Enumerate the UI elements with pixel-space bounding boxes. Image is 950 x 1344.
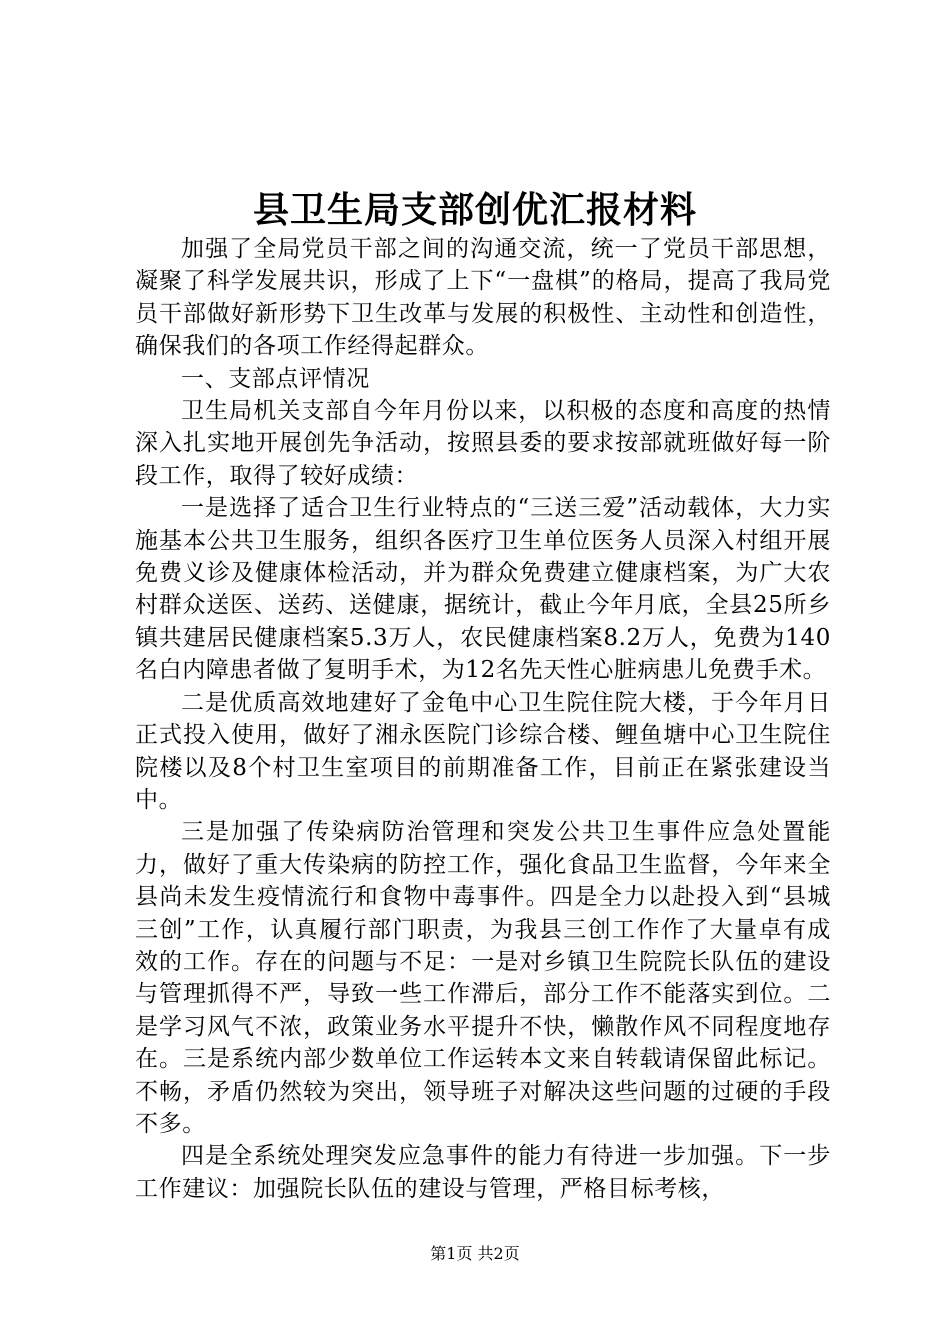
document-body	[135, 233, 831, 1205]
section-heading: 一、支部点评情况	[181, 365, 370, 392]
paragraph-overview: 卫生局机关支部自今年月份以来，以积极的态度和高度的热情深入扎实地开展创先争活动，按照县委的要求按部就班做好每一阶段工作，取得了较好成绩：	[135, 398, 831, 489]
paragraph-intro: 加强了全局党员干部之间的沟通交流，统一了党员干部思想，凝聚了科学发展共识，形成了上下“一盘棋”的格局，提高了我局党员干部做好新形势下卫生改革与发展的积极性、主动性和创造性，确保我们的各项工作经得起群众。	[135, 236, 831, 360]
page-number-footer: 第1页 共2页	[430, 1244, 520, 1263]
document-title: 县卫生局支部创优汇报材料	[252, 189, 697, 231]
paragraph-item-two: 二是优质高效地建好了金龟中心卫生院住院大楼，于今年月日正式投入使用，做好了湘永医院门诊综合楼、鲤鱼塘中心卫生院住院楼以及8个村卫生室项目的前期准备工作，目前正在紧张建设当中。	[135, 689, 831, 813]
paragraph-item-one: 一是选择了适合卫生行业特点的“三送三爱”活动载体，大力实施基本公共卫生服务，组织各医疗卫生单位医务人员深入村组开展免费义诊及健康体检活动，并为群众免费建立健康档案，为广大农村群众送医、送药、送健康，据统计，截止今年月底，全县25所乡镇共建居民健康档案5.3万人，农民健康档案8.2万人，免费为140名白内障患者做了复明手术，为12名先天性心脏病患儿免费手术。	[135, 495, 831, 684]
paragraph-item-three: 三是加强了传染病防治管理和突发公共卫生事件应急处置能力，做好了重大传染病的防控工作，强化食品卫生监督，今年来全县尚未发生疫情流行和食物中毒事件。四是全力以赴投入到“县城三创”工作，认真履行部门职责，为我县三创工作作了大量卓有成效的工作。存在的问题与不足：一是对乡镇卫生院院长队伍的建设与管理抓得不严，导致一些工作滞后，部分工作不能落实到位。二是学习风气不浓，政策业务水平提升不快，懒散作风不同程度地存在。三是系统内部少数单位工作运转本文来自转载请保留此标记。不畅，矛盾仍然较为突出，领导班子对解决这些问题的过硬的手段不多。	[135, 819, 831, 1137]
paragraph-item-four: 四是全系统处理突发应急事件的能力有待进一步加强。下一步工作建议：加强院长队伍的建设与管理，严格目标考核，	[135, 1143, 831, 1202]
